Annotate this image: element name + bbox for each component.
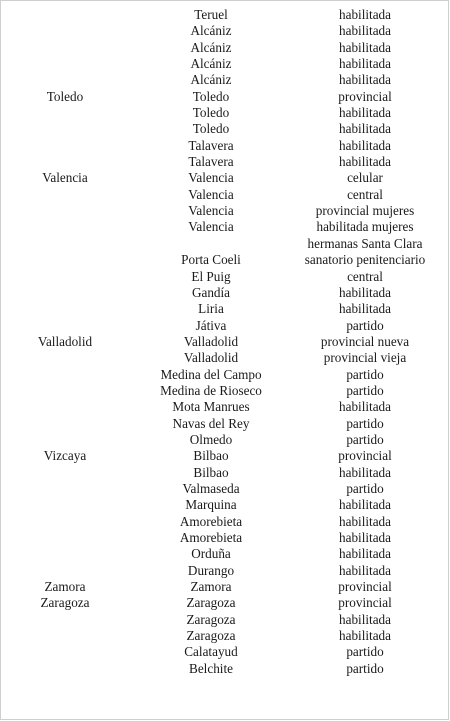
type-cell: provincial nueva	[320, 333, 410, 349]
town-cell: Durango	[187, 562, 235, 578]
type-cell: celular	[347, 170, 383, 186]
table-row	[1, 465, 448, 481]
town-cell: Medina de Rioseco	[160, 382, 262, 398]
table-row	[1, 399, 448, 415]
table-row	[1, 595, 448, 611]
type-cell: provincial mujeres	[315, 203, 415, 219]
type-cell: habilitada	[339, 121, 391, 137]
town-cell: Zaragoza	[186, 611, 236, 627]
type-cell: central	[347, 186, 383, 202]
town-cell: Orduña	[191, 546, 231, 562]
type-cell: habilitada	[339, 546, 391, 562]
type-cell: habilitada mujeres	[316, 219, 414, 235]
table-row	[1, 219, 448, 235]
type-cell: habilitada	[339, 562, 391, 578]
table-row	[1, 285, 448, 301]
type-cell: partido	[346, 431, 384, 447]
town-cell: El Puig	[191, 268, 231, 284]
type-cell: partido	[346, 660, 384, 676]
table-row	[1, 89, 448, 105]
type-cell: habilitada	[339, 105, 391, 121]
type-cell: provincial	[338, 448, 392, 464]
table-row	[1, 579, 448, 595]
town-cell: Calatayud	[184, 644, 238, 660]
town-cell: Toledo	[192, 105, 230, 121]
town-cell: Zaragoza	[186, 595, 236, 611]
table-row	[1, 170, 448, 186]
prison-table	[1, 7, 448, 677]
province-cell: Toledo	[46, 88, 84, 104]
town-cell: Valencia	[188, 186, 234, 202]
table-row	[1, 514, 448, 530]
type-cell: habilitada	[339, 39, 391, 55]
town-cell: Medina del Campo	[160, 366, 262, 382]
table-row	[1, 367, 448, 383]
town-cell: Porta Coeli	[181, 252, 241, 268]
table-row	[1, 154, 448, 170]
table-row	[1, 432, 448, 448]
type-cell: habilitada	[339, 464, 391, 480]
type-cell: habilitada	[339, 137, 391, 153]
type-cell: habilitada	[339, 7, 391, 22]
town-cell: Zaragoza	[186, 628, 236, 644]
table-row	[1, 546, 448, 562]
table-row	[1, 301, 448, 317]
town-cell: Belchite	[189, 660, 233, 676]
table-row	[1, 40, 448, 56]
town-cell: Játiva	[195, 317, 227, 333]
town-cell: Alcániz	[190, 39, 232, 55]
town-cell: Zamora	[190, 579, 232, 595]
type-cell: habilitada	[339, 56, 391, 72]
table-row	[1, 497, 448, 513]
town-cell: Alcániz	[190, 56, 232, 72]
type-cell: habilitada	[339, 301, 391, 317]
town-cell: Valladolid	[183, 333, 239, 349]
table-row	[1, 481, 448, 497]
table-row	[1, 448, 448, 464]
town-cell: Bilbao	[193, 464, 229, 480]
type-cell: habilitada	[339, 611, 391, 627]
province-cell: Valladolid	[37, 333, 93, 349]
table-row	[1, 252, 448, 268]
type-cell: habilitada	[339, 513, 391, 529]
table-row	[1, 334, 448, 350]
type-cell: partido	[346, 644, 384, 660]
town-cell: Olmedo	[189, 431, 233, 447]
table-row	[1, 383, 448, 399]
town-cell: Talavera	[188, 154, 234, 170]
type-cell: habilitada	[339, 72, 391, 88]
table-row	[1, 416, 448, 432]
type-cell: habilitada	[339, 284, 391, 300]
town-cell: Valladolid	[183, 350, 239, 366]
province-cell: Vizcaya	[43, 448, 87, 464]
table-row	[1, 236, 448, 252]
town-cell: Amorebieta	[179, 513, 243, 529]
table-row	[1, 203, 448, 219]
type-cell: hermanas Santa Clara	[307, 235, 423, 251]
type-cell: provincial	[338, 579, 392, 595]
town-cell: Teruel	[194, 7, 228, 22]
table-row	[1, 644, 448, 660]
province-cell: Zaragoza	[40, 595, 90, 611]
type-cell: habilitada	[339, 23, 391, 39]
table-row	[1, 269, 448, 285]
table-row	[1, 350, 448, 366]
town-cell: Toledo	[192, 121, 230, 137]
table-row	[1, 318, 448, 334]
table-row	[1, 661, 448, 677]
town-cell: Valencia	[188, 219, 234, 235]
type-cell: habilitada	[339, 497, 391, 513]
type-cell: sanatorio penitenciario	[304, 252, 426, 268]
type-cell: habilitada	[339, 399, 391, 415]
table-row	[1, 105, 448, 121]
province-cell: Zamora	[44, 579, 86, 595]
town-cell: Navas del Rey	[172, 415, 250, 431]
town-cell: Amorebieta	[179, 530, 243, 545]
type-cell: partido	[346, 480, 384, 496]
type-cell: habilitada	[339, 628, 391, 644]
table-row	[1, 72, 448, 88]
province-cell: Valencia	[42, 170, 88, 186]
table-row	[1, 7, 448, 23]
table-row	[1, 23, 448, 39]
town-cell: Valencia	[188, 170, 234, 186]
table-row	[1, 563, 448, 579]
table-row	[1, 628, 448, 644]
town-cell: Alcániz	[190, 23, 232, 39]
town-cell: Talavera	[188, 137, 234, 153]
type-cell: provincial	[338, 88, 392, 104]
town-cell: Alcániz	[190, 72, 232, 88]
table-row	[1, 187, 448, 203]
town-cell: Toledo	[192, 88, 230, 104]
town-cell: Mota Manrues	[172, 399, 250, 415]
type-cell: habilitada	[339, 530, 391, 545]
town-cell: Bilbao	[193, 448, 229, 464]
type-cell: partido	[346, 415, 384, 431]
table-row	[1, 612, 448, 628]
table-row	[1, 138, 448, 154]
type-cell: partido	[346, 366, 384, 382]
town-cell: Liria	[198, 301, 224, 317]
type-cell: central	[347, 268, 383, 284]
table-row	[1, 56, 448, 72]
type-cell: partido	[346, 382, 384, 398]
type-cell: provincial vieja	[323, 350, 407, 366]
town-cell: Marquina	[185, 497, 237, 513]
type-cell: provincial	[338, 595, 392, 611]
town-cell: Valencia	[188, 203, 234, 219]
type-cell: partido	[346, 317, 384, 333]
table-row	[1, 121, 448, 137]
town-cell: Gandía	[191, 284, 231, 300]
table-row	[1, 530, 448, 546]
town-cell: Valmaseda	[182, 480, 240, 496]
type-cell: habilitada	[339, 154, 391, 170]
